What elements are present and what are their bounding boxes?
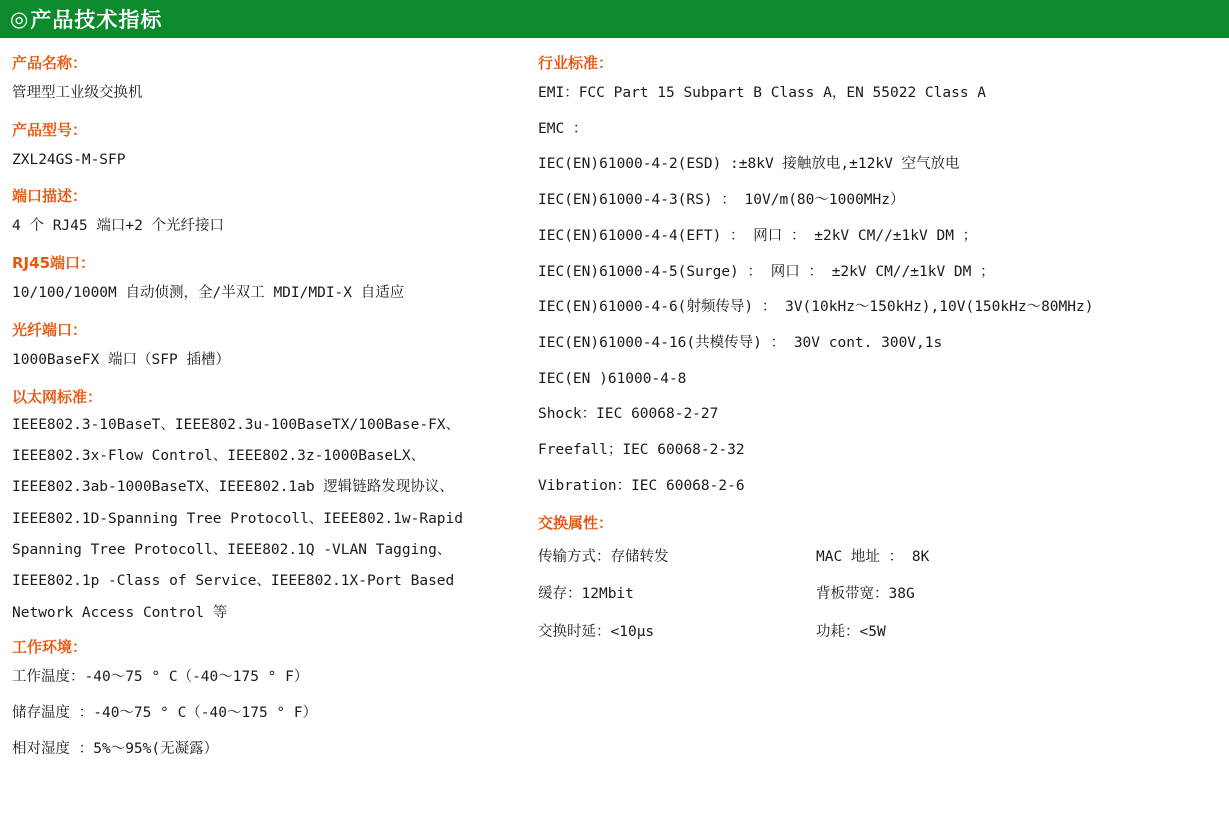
- industry-standard-line-11: Freefall；IEC 60068-2-32: [538, 442, 745, 459]
- industry-standard-line-6: IEC(EN)61000-4-5(Surge) ： 网口 ： ±2kV CM//±1kV DM ；: [538, 263, 995, 280]
- content-columns: [0, 38, 1229, 770]
- section-title-product-name: 产品名称：: [12, 54, 88, 72]
- section-title-ethernet-standards: 以太网标准：: [12, 387, 103, 406]
- operating-temperature-value: 工作温度：-40～75 ° C（-40～175 ° F）: [12, 669, 309, 686]
- fiber-port-value: 1000BaseFX 端口（SFP 插槽）: [12, 351, 230, 368]
- mac-address-value: MAC 地址 ： 8K: [816, 548, 930, 565]
- ethernet-standards-line-4: IEEE802.1D-Spanning Tree Protocoll、IEEE802.1w-Rapid: [12, 510, 463, 527]
- ethernet-standards-line-5: Spanning Tree Protocoll、IEEE802.1Q -VLAN Tagging、: [12, 542, 452, 559]
- ethernet-standards-line-7: Network Access Control 等: [12, 604, 228, 621]
- industry-standard-line-7: IEC(EN)61000-4-6(射频传导) ： 3V(10kHz～150kHz),10V(150kHz～80MHz): [538, 299, 1094, 316]
- power-consumption-value: 功耗：<5W: [816, 624, 886, 640]
- page-title: 产品技术指标: [30, 8, 163, 32]
- industry-standard-line-10: Shock：IEC 60068-2-27: [538, 406, 719, 423]
- industry-standard-line-8: IEC(EN)61000-4-16(共模传导) ： 30V cont. 300V,1s: [538, 335, 943, 352]
- switch-latency-value: 交换时延：<10μs: [538, 624, 655, 640]
- diamond-bullet-icon: ◎: [10, 6, 29, 31]
- transmission-mode-value: 传输方式：存储转发: [538, 548, 669, 565]
- industry-standard-line-2: EMC ：: [538, 120, 588, 137]
- industry-standard-line-9: IEC(EN )61000-4-8: [538, 370, 687, 387]
- section-title-industry-standards: 行业标准：: [538, 54, 614, 72]
- buffer-value: 缓存：12Mbit: [538, 586, 634, 603]
- section-title-switch-attributes: 交换属性：: [538, 513, 614, 532]
- industry-standard-line-12: Vibration：IEC 60068-2-6: [538, 477, 745, 494]
- ethernet-standards-line-1: IEEE802.3-10BaseT、IEEE802.3u-100BaseTX/100Base-FX、: [12, 416, 461, 433]
- industry-standard-line-4: IEC(EN)61000-4-3(RS) ： 10V/m(80～1000MHz）: [538, 192, 905, 209]
- ethernet-standards-line-3: IEEE802.3ab-1000BaseTX、IEEE802.1ab 逻辑链路发现协议、: [12, 479, 454, 496]
- right-column: [520, 38, 1229, 770]
- port-description-value: 4 个 RJ45 端口+2 个光纤接口: [12, 218, 225, 235]
- section-title-rj45-port: RJ45端口：: [12, 254, 96, 273]
- industry-standard-line-3: IEC(EN)61000-4-2(ESD) :±8kV 接触放电,±12kV 空气放电: [538, 156, 960, 173]
- rj45-port-value: 10/100/1000M 自动侦测，全/半双工 MDI/MDI-X 自适应: [12, 285, 405, 302]
- relative-humidity-value: 相对湿度 ：5%～95%(无凝露）: [12, 740, 219, 757]
- product-name-value: 管理型工业级交换机: [12, 85, 143, 101]
- ethernet-standards-line-6: IEEE802.1p -Class of Service、IEEE802.1X-Port Based: [12, 573, 455, 590]
- ethernet-standards-line-2: IEEE802.3x-Flow Control、IEEE802.3z-1000BaseLX、: [12, 447, 426, 464]
- switch-attributes-grid: [538, 539, 1217, 652]
- section-title-operating-environment: 工作环境：: [12, 638, 88, 657]
- storage-temperature-value: 储存温度 ：-40～75 ° C（-40～175 ° F）: [12, 704, 318, 721]
- page-header: [0, 0, 1229, 38]
- section-title-port-description: 端口描述：: [12, 187, 88, 206]
- left-column: [0, 38, 520, 770]
- industry-standard-line-5: IEC(EN)61000-4-4(EFT) ： 网口 ： ±2kV CM//±1kV DM ；: [538, 227, 978, 244]
- product-model-value: ZXL24GS-M-SFP: [12, 151, 126, 168]
- industry-standard-line-1: EMI：FCC Part 15 Subpart B Class A，EN 55022 Class A: [538, 85, 987, 101]
- section-title-product-model: 产品型号：: [12, 120, 88, 139]
- section-title-fiber-port: 光纤端口：: [12, 320, 88, 339]
- backplane-bandwidth-value: 背板带宽：38G: [816, 586, 915, 603]
